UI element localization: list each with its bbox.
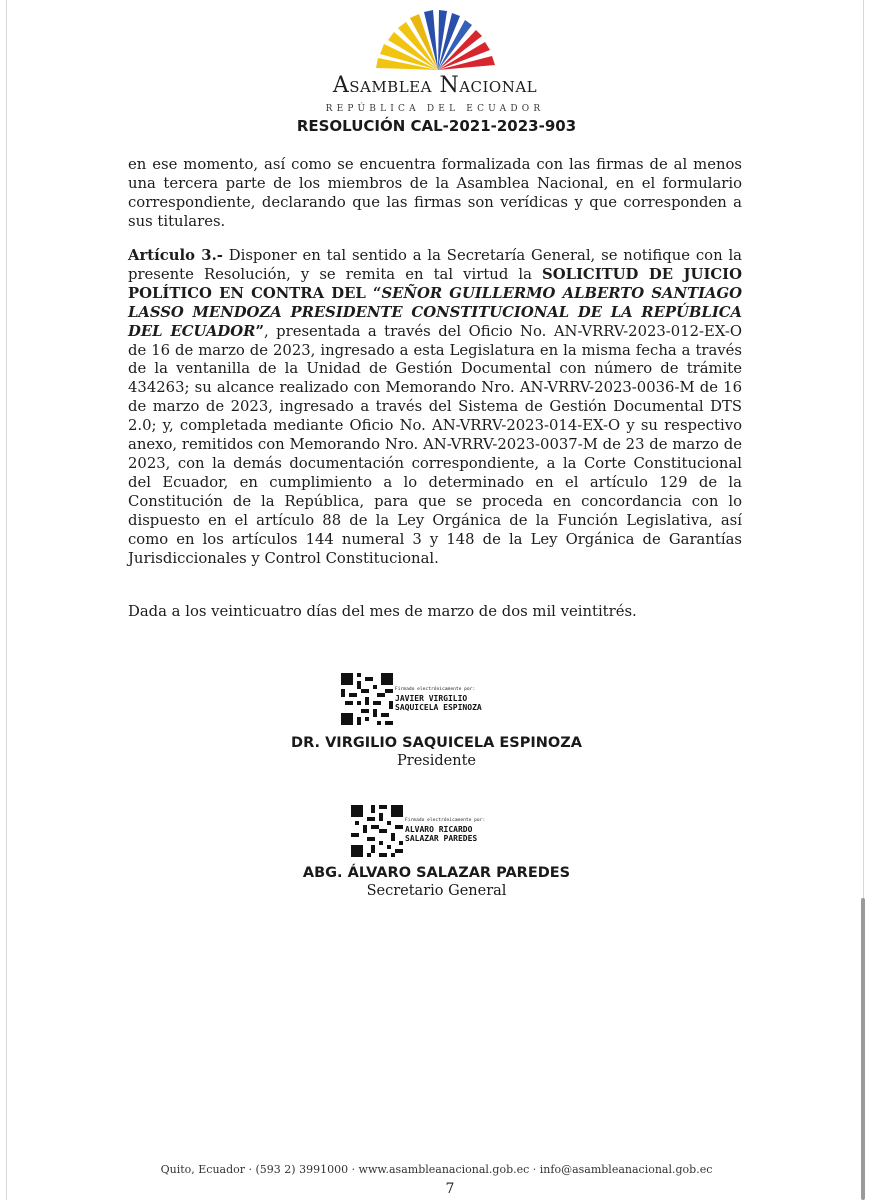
article-label: Artículo 3.- <box>128 247 223 264</box>
qr-code-icon <box>341 673 393 729</box>
signature-caption: Firmado electrónicamente por: <box>395 687 476 692</box>
paragraph-article-3 <box>128 247 742 568</box>
signer-role: Presidente <box>397 753 476 769</box>
stamp-name-line2: SAQUICELA ESPINOZA <box>395 703 482 712</box>
qr-code-icon <box>351 805 403 861</box>
article-bold-title: SOLICITUD DE JUICIO POLÍTICO EN CONTRA DEL “ <box>128 265 742 302</box>
stamp-name-line2: SALAZAR PAREDES <box>405 834 478 843</box>
signer-role: Secretario General <box>366 883 507 899</box>
footer-contact: Quito, Ecuador · (593 2) 3991000 · www.asambleanacional.gob.ec · info@asambleanacional.gob.ec <box>160 1163 713 1176</box>
stamp-name-line1: ALVARO RICARDO <box>405 825 473 834</box>
signature-caption: Firmado electrónicamente por: <box>405 818 486 823</box>
institution-name: Asamblea Nacional <box>332 73 538 98</box>
stamp-name-line1: JAVIER VIRGILIO <box>395 694 468 703</box>
signer-name: DR. VIRGILIO SAQUICELA ESPINOZA <box>291 735 582 751</box>
signature-stamp-name <box>405 825 477 843</box>
signature-stamp-name <box>395 694 482 712</box>
paragraph-1: en ese momento, así como se encuentra formalizada con las firmas de al menos una tercera parte de los miembros de la Asamblea Nacional, en el formulario correspondiente, declarando que las firmas son verídicas y que corresponden a sus titulares. <box>128 156 742 230</box>
article-text-b: , presentada a través del Oficio No. AN-VRRV-2023-012-EX-O de 16 de marzo de 2023, ingresado a esta Legislatura en la misma fecha a través de la ventanilla de la Unidad de Gestión Documental con número de trámite 434263; su alcance realizado con Memorando Nro. AN-VRRV-2023-0036-M de 16 de marzo de 2023, ingresado a través del Sistema de Gestión Documental DTS 2.0; y, completada mediante Oficio No. AN-VRRV-2023-014-EX-O y su respectivo anexo, remitidos con Memorando Nro. AN-VRRV-2023-0037-M de 23 de marzo de 2023, con la demás documentación correspondiente, a la Corte Constitucional del Ecuador, en cumplimiento a lo determinado en el artículo 129 de la Constitución de la República, para que se proceda en concordancia con lo dispuesto en el artículo 88 de la Ley Orgánica de la Función Legislativa, así como en los artículos 144 numeral 3 y 148 de la Ley Orgánica de Garantías Jurisdiccionales y Control Constitucional. <box>128 322 742 567</box>
sunburst-emblem-icon <box>370 8 500 72</box>
article-bold-close: ” <box>255 322 264 340</box>
article-bold-italic-name: SEÑOR GUILLERMO ALBERTO SANTIAGO LASSO MENDOZA PRESIDENTE CONSTITUCIONAL DE LA REPÚBLICA DEL ECUADOR <box>128 284 743 340</box>
resolution-title: RESOLUCIÓN CAL-2021-2023-903 <box>296 117 577 135</box>
signer-name: ABG. ÁLVARO SALAZAR PAREDES <box>302 865 571 881</box>
closing-date: Dada a los veinticuatro días del mes de marzo de dos mil veintitrés. <box>128 603 637 620</box>
article-text-a: Disponer en tal sentido a la Secretaría General, se notifique con la presente Resolución, y se remita en tal virtud la <box>128 247 742 283</box>
country-subtitle: REPÚBLICA DEL ECUADOR <box>325 104 545 114</box>
page-number: 7 <box>445 1181 455 1197</box>
scrollbar[interactable] <box>861 898 865 1200</box>
asamblea-logo <box>300 8 570 113</box>
